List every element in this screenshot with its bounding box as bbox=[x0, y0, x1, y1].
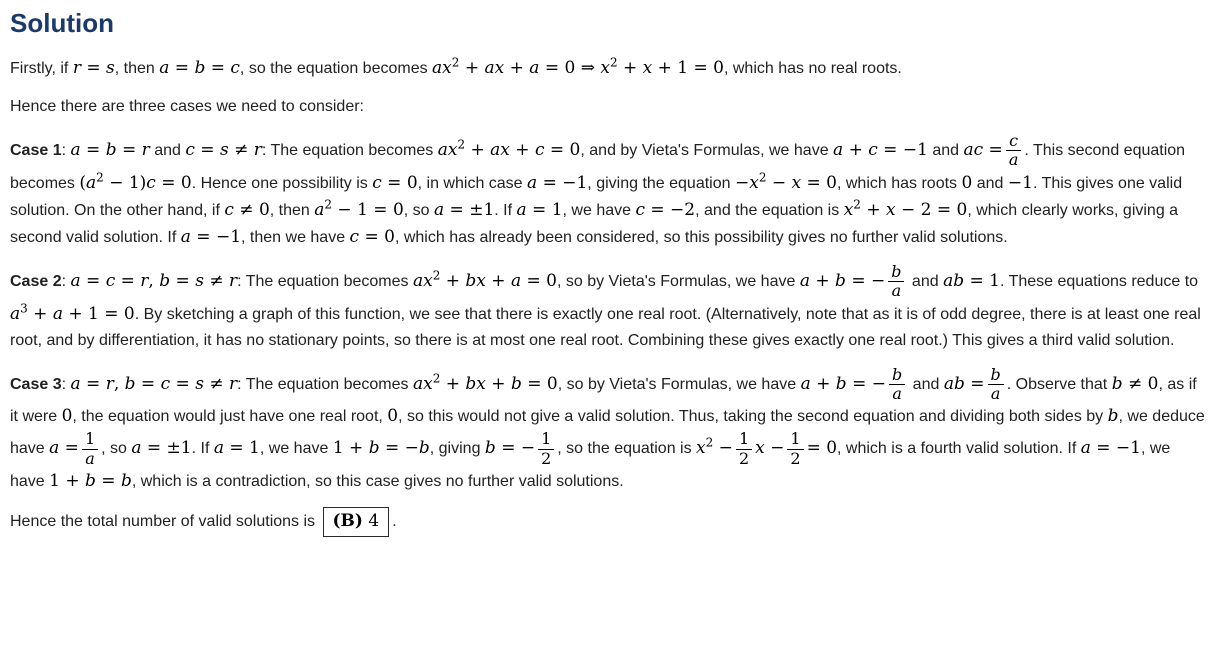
body-text: and bbox=[972, 174, 1008, 192]
paragraph bbox=[10, 132, 1205, 251]
inline-math: ac = bbox=[963, 140, 1003, 161]
inline-math: a = 1 bbox=[213, 438, 260, 459]
body-text: : bbox=[61, 142, 71, 160]
inline-math: b ≠ 0 bbox=[1111, 373, 1159, 394]
inline-math: a = r, b = c = s ≠ r bbox=[70, 373, 238, 394]
inline-math: a = b = c bbox=[159, 58, 240, 78]
body-text: , the equation would just have one real root, bbox=[72, 408, 388, 426]
fraction: $\frac{b}{a}$ bbox=[988, 366, 1004, 404]
body-text: . If bbox=[191, 440, 214, 458]
paragraph bbox=[10, 94, 1205, 120]
body-text: , we have bbox=[562, 201, 636, 219]
fraction: $\frac{1}{2}$ bbox=[538, 430, 554, 468]
body-text: , so the equation is bbox=[557, 440, 697, 458]
inline-math: $(a^2 - 1)c = 0$ bbox=[79, 170, 192, 193]
body-text: . This gives one valid solution. On the other hand, if bbox=[10, 174, 1183, 219]
body-text: , in which case bbox=[417, 174, 528, 192]
body-text: , then bbox=[114, 60, 160, 77]
body-text: , so by Vieta's Formulas, we have bbox=[556, 272, 800, 290]
body-text: , which has roots bbox=[836, 174, 962, 192]
inline-math: r = s bbox=[72, 58, 115, 78]
fraction: $\frac{c}{a}$ bbox=[1006, 132, 1022, 170]
body-text: . This second equation becomes bbox=[10, 142, 1186, 192]
body-text: . If bbox=[494, 201, 517, 219]
inline-math: c = 0 bbox=[372, 172, 418, 193]
body-text: , so bbox=[403, 201, 435, 219]
inline-math: a = c = r, b = s ≠ r bbox=[70, 270, 238, 291]
body-text: , giving bbox=[429, 440, 485, 458]
inline-math: c = s ≠ r bbox=[185, 140, 262, 161]
fraction: $\frac{1}{a}$ bbox=[82, 430, 98, 468]
inline-math: $ax^2$ + ax + a = 0 ⇒ $x^2 + x + 1 = 0$ bbox=[432, 55, 724, 78]
body-text: : bbox=[61, 272, 71, 290]
fraction: $\frac{1}{2}$ bbox=[736, 430, 752, 468]
inline-math: c = −2 bbox=[635, 199, 696, 220]
case-label: Case 3 bbox=[10, 375, 62, 393]
inline-math: = 0 bbox=[806, 438, 838, 459]
inline-math: a = −1 bbox=[1080, 438, 1141, 459]
inline-math: 1 + b = −b bbox=[332, 438, 430, 459]
inline-math: $x^2$ − bbox=[696, 435, 733, 459]
body-text: and bbox=[927, 142, 964, 160]
paragraph bbox=[10, 507, 1205, 536]
inline-math: ab = bbox=[943, 373, 985, 394]
inline-math: $a^3 + a + 1 = 0$ bbox=[10, 300, 135, 324]
inline-math: $-x^2 - x = 0$ bbox=[734, 170, 837, 193]
inline-math: 0 bbox=[61, 406, 73, 427]
inline-math: 0 bbox=[387, 406, 399, 427]
fraction: $\frac{b}{a}$ bbox=[889, 366, 905, 404]
body-text: . These equations reduce to bbox=[999, 272, 1199, 290]
body-text: , which has no real roots. bbox=[723, 60, 902, 77]
body-text: , and the equation is bbox=[695, 201, 844, 219]
body-text: , we have bbox=[10, 440, 1171, 491]
body-text: : The equation becomes bbox=[237, 272, 413, 290]
body-text: : The equation becomes bbox=[237, 375, 413, 393]
body-text: , so by Vieta's Formulas, we have bbox=[557, 375, 801, 393]
body-text: Firstly, if bbox=[10, 60, 73, 77]
inline-math: a = ±1 bbox=[434, 199, 495, 220]
body-text: and bbox=[149, 142, 186, 160]
inline-math: x − bbox=[755, 438, 785, 459]
body-text: and bbox=[908, 375, 944, 393]
inline-math: a = −1 bbox=[527, 172, 588, 193]
body-text: , so the equation becomes bbox=[239, 60, 433, 77]
inline-math: c ≠ 0 bbox=[224, 199, 270, 220]
body-text: , which is a fourth valid solution. If bbox=[837, 440, 1081, 458]
inline-math: 0 bbox=[961, 172, 973, 193]
inline-math: a = ±1 bbox=[131, 438, 192, 459]
inline-math: $x^2 + x - 2 = 0$ bbox=[843, 197, 968, 220]
inline-math: a + c = −1 bbox=[833, 140, 928, 161]
inline-math: $ax^2$ + ax + c = 0 bbox=[437, 137, 581, 161]
body-text: , as if it were bbox=[10, 375, 1197, 426]
inline-math: a = 1 bbox=[516, 199, 563, 220]
body-text: Hence the total number of valid solutions is bbox=[10, 513, 320, 531]
body-text: , then we have bbox=[241, 228, 350, 246]
inline-math: a = bbox=[49, 438, 79, 459]
inline-math: ab = 1 bbox=[943, 270, 1000, 291]
inline-math: −1 bbox=[1007, 172, 1033, 193]
body-text: : The equation becomes bbox=[261, 142, 438, 160]
inline-math: a + b = − bbox=[800, 373, 886, 394]
body-text: , and by Vieta's Formulas, we have bbox=[580, 142, 834, 160]
body-text: and bbox=[907, 272, 944, 290]
body-text: , which is a contradiction, so this case gives no further valid solutions. bbox=[131, 473, 624, 491]
body-text: , so this would not give a valid solution. Thus, taking the second equation and dividing both sides by bbox=[398, 408, 1108, 426]
body-text: . bbox=[392, 513, 397, 531]
inline-math: a = b = r bbox=[70, 140, 150, 161]
page-title: Solution bbox=[10, 8, 114, 38]
paragraph bbox=[10, 55, 1205, 82]
inline-math: b bbox=[1107, 406, 1119, 427]
inline-math: a = −1 bbox=[180, 226, 242, 247]
paragraph bbox=[10, 366, 1205, 496]
body-text: , we deduce have bbox=[10, 408, 1205, 458]
body-text: Hence there are three cases we need to consider: bbox=[10, 98, 364, 115]
body-text: . Hence one possibility is bbox=[191, 174, 373, 192]
inline-math: a + b = − bbox=[799, 270, 886, 291]
body-text: . By sketching a graph of this function, we see that there is exactly one real root. (Alternatively, note that as it is of odd degree, there is at least one real root, and by differentiation, it has no stationary points, so there is at most one real root. Combining these gives exactly one real root.) This gives a third valid solution. bbox=[10, 305, 1201, 349]
inline-math: $ax^2$ + bx + b = 0 bbox=[412, 371, 558, 394]
body-text: , which clearly works, giving a second valid solution. If bbox=[10, 201, 1179, 246]
paragraph bbox=[10, 263, 1205, 354]
body-text: , which has already been considered, so this possibility gives no further valid solutions. bbox=[394, 228, 1008, 246]
inline-math: c = 0 bbox=[349, 226, 395, 247]
body-text: , then bbox=[269, 201, 315, 219]
body-text: . Observe that bbox=[1006, 375, 1112, 393]
inline-math: $a^2 - 1 = 0$ bbox=[314, 197, 404, 220]
body-text: , we have bbox=[259, 440, 333, 458]
answer-box: (B) 4 bbox=[323, 507, 390, 536]
body-text: : bbox=[61, 375, 71, 393]
case-label: Case 1 bbox=[10, 142, 62, 160]
body-text: , so bbox=[101, 440, 132, 458]
inline-math: b = − bbox=[484, 438, 536, 459]
inline-math: $ax^2$ + bx + a = 0 bbox=[412, 268, 557, 291]
body-text: , giving the equation bbox=[587, 174, 735, 192]
fraction: $\frac{1}{2}$ bbox=[787, 430, 803, 468]
fraction: $\frac{b}{a}$ bbox=[888, 263, 904, 301]
case-label: Case 2 bbox=[10, 272, 62, 290]
inline-math: 1 + b = b bbox=[49, 471, 132, 492]
solution-body bbox=[10, 55, 1205, 537]
